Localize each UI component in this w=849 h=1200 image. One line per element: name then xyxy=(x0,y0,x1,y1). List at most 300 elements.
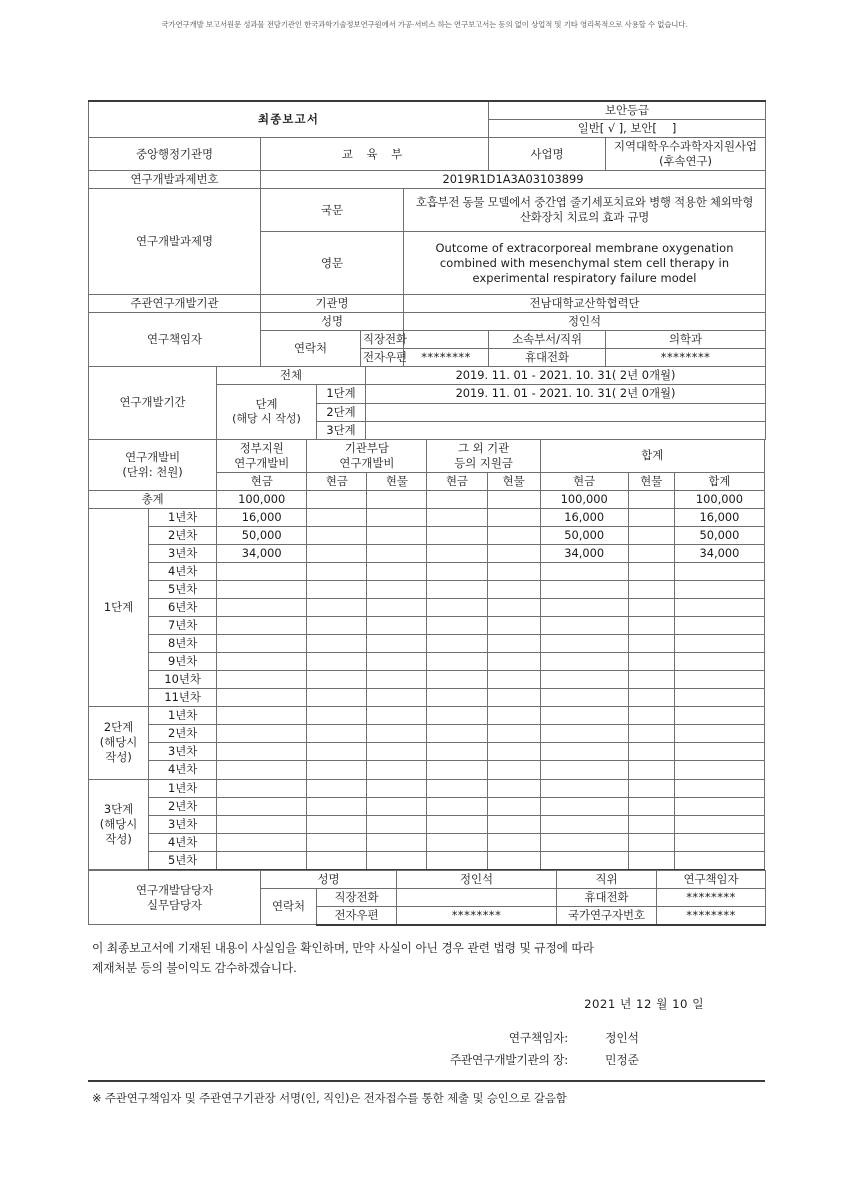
budget-col-gov-line2: 연구개발비 xyxy=(234,455,290,470)
budget-cell-sum-total xyxy=(674,689,764,707)
budget-cell-gov-cash xyxy=(217,833,307,851)
budget-sub-org-cash: 현금 xyxy=(307,472,367,490)
budget-sub-org-inkind: 현물 xyxy=(367,472,427,490)
period-stage-3-label: 3단계 xyxy=(317,421,366,439)
budget-cell-sum-inkind xyxy=(628,562,674,580)
budget-cell-sum-cash xyxy=(540,653,628,671)
budget-sub-other-cash: 현금 xyxy=(427,472,487,490)
period-stage-1-value: 2019. 11. 01 - 2021. 10. 31( 2년 0개월) xyxy=(366,385,766,403)
footer-divider xyxy=(88,1080,765,1082)
budget-cell-org-cash xyxy=(307,671,367,689)
budget-cell-other-cash xyxy=(427,851,487,870)
budget-cell-sum-cash xyxy=(540,617,628,635)
staff-researcher-no-label: 국가연구자번호 xyxy=(557,906,657,925)
budget-cell-other-inkind xyxy=(487,580,540,598)
title-row xyxy=(89,101,766,120)
budget-total-label: 총계 xyxy=(89,490,217,508)
pi-email-value: ******** xyxy=(404,349,489,367)
staff-name-value: 정인석 xyxy=(397,870,557,888)
budget-year-label: 4년차 xyxy=(149,562,217,580)
budget-cell-other-cash xyxy=(427,707,487,725)
budget-cell-sum-cash xyxy=(540,779,628,797)
budget-cell-org-cash xyxy=(307,635,367,653)
budget-col-other-line2: 등의 지원금 xyxy=(454,455,513,470)
budget-cell-other-inkind xyxy=(487,508,540,526)
budget-cell-org-cash xyxy=(307,562,367,580)
budget-cell-org-cash xyxy=(307,797,367,815)
budget-total-row xyxy=(89,490,765,508)
budget-cell-org-inkind xyxy=(367,562,427,580)
budget-cell-org-cash xyxy=(307,833,367,851)
budget-cell-org-inkind xyxy=(367,743,427,761)
budget-year-label: 3년차 xyxy=(149,815,217,833)
budget-cell-sum-cash xyxy=(540,833,628,851)
period-total-row xyxy=(89,367,766,385)
pi-department-label: 소속부서/직위 xyxy=(489,331,606,349)
budget-cell-sum-inkind xyxy=(628,851,674,870)
budget-cell-org-inkind xyxy=(367,815,427,833)
budget-row xyxy=(89,580,765,598)
budget-cell-sum-total xyxy=(674,580,764,598)
budget-cell-sum-inkind xyxy=(628,671,674,689)
org-head-signature-value: 민정준 xyxy=(605,1052,639,1067)
budget-cell-other-inkind xyxy=(487,617,540,635)
period-label: 연구개발기간 xyxy=(89,367,217,439)
budget-title-label: 연구개발비 xyxy=(125,449,181,464)
staff-label-line1: 연구개발담당자 xyxy=(135,882,214,897)
project-number-value: 2019R1D1A3A03103899 xyxy=(261,171,766,189)
budget-row xyxy=(89,653,765,671)
budget-cell-sum-inkind xyxy=(628,653,674,671)
staff-office-phone-label: 직장전화 xyxy=(317,888,397,906)
budget-cell-sum-total: 50,000 xyxy=(674,526,764,544)
budget-cell-other-cash xyxy=(427,671,487,689)
research-period-table xyxy=(88,366,766,439)
budget-total-sum-cash: 100,000 xyxy=(540,490,628,508)
budget-col-org-line1: 기관부담 xyxy=(344,440,389,455)
budget-sub-total-cash: 현금 xyxy=(540,472,628,490)
budget-cell-sum-total: 16,000 xyxy=(674,508,764,526)
budget-cell-other-cash xyxy=(427,797,487,815)
budget-total-org-cash xyxy=(307,490,367,508)
program-name-value: 지역대학우수과학자지원사업(후속연구) xyxy=(606,138,766,171)
budget-cell-org-inkind xyxy=(367,617,427,635)
project-number-row xyxy=(89,171,766,189)
staff-table xyxy=(88,870,766,926)
budget-cell-gov-cash xyxy=(217,743,307,761)
budget-cell-org-cash xyxy=(307,508,367,526)
budget-cell-org-inkind xyxy=(367,797,427,815)
host-org-name-label: 기관명 xyxy=(261,295,404,313)
budget-cell-sum-total xyxy=(674,797,764,815)
budget-cell-org-cash xyxy=(307,617,367,635)
budget-cell-org-inkind xyxy=(367,725,427,743)
security-grade-label: 보안등급 xyxy=(489,101,766,120)
budget-year-label: 5년차 xyxy=(149,851,217,870)
budget-cell-sum-cash xyxy=(540,815,628,833)
budget-year-label: 1년차 xyxy=(149,707,217,725)
budget-cell-other-inkind xyxy=(487,815,540,833)
budget-col-other xyxy=(427,439,540,472)
statement-line-2: 제재처분 등의 불이익도 감수하겠습니다. xyxy=(92,961,297,976)
budget-cell-other-cash xyxy=(427,761,487,779)
budget-body xyxy=(89,490,765,869)
budget-cell-sum-inkind xyxy=(628,635,674,653)
budget-cell-sum-inkind xyxy=(628,580,674,598)
budget-cell-sum-total: 34,000 xyxy=(674,544,764,562)
budget-row xyxy=(89,761,765,779)
budget-cell-gov-cash xyxy=(217,617,307,635)
budget-cell-sum-inkind xyxy=(628,833,674,851)
signature-block xyxy=(92,1028,764,1071)
budget-cell-org-inkind xyxy=(367,526,427,544)
budget-cell-org-inkind xyxy=(367,761,427,779)
budget-cell-org-cash xyxy=(307,779,367,797)
budget-cell-sum-inkind xyxy=(628,544,674,562)
budget-year-label: 1년차 xyxy=(149,508,217,526)
confirmation-statement xyxy=(92,938,764,978)
pi-email-label: 전자우편 xyxy=(361,349,404,367)
budget-row xyxy=(89,833,765,851)
budget-col-org xyxy=(307,439,427,472)
budget-cell-sum-total xyxy=(674,635,764,653)
budget-total-org-inkind xyxy=(367,490,427,508)
period-stage-label-sub: (해당 시 작성) xyxy=(232,412,301,426)
budget-cell-gov-cash xyxy=(217,635,307,653)
budget-year-label: 4년차 xyxy=(149,761,217,779)
budget-cell-org-cash xyxy=(307,725,367,743)
budget-cell-other-inkind xyxy=(487,833,540,851)
budget-cell-gov-cash xyxy=(217,671,307,689)
budget-cell-sum-cash xyxy=(540,725,628,743)
staff-label xyxy=(89,870,261,925)
budget-cell-sum-inkind xyxy=(628,779,674,797)
budget-cell-other-inkind xyxy=(487,526,540,544)
copyright-notice: 국가연구개발 보고서원문 성과물 전담기관인 한국과학기술정보연구원에서 가공·서비스 하는 연구보고서는 동의 없이 상업적 및 기타 영리목적으로 사용할 수 없습니다. xyxy=(161,20,688,29)
budget-row xyxy=(89,508,765,526)
submission-date: 2021 년 12 월 10 일 xyxy=(584,997,704,1011)
budget-cell-sum-total xyxy=(674,617,764,635)
budget-title-cell xyxy=(89,439,217,490)
budget-cell-other-inkind xyxy=(487,599,540,617)
budget-cell-org-inkind xyxy=(367,671,427,689)
security-grade-value: 일반[ √ ], 보안[ ] xyxy=(489,120,766,138)
host-org-name-value: 전남대학교산학협력단 xyxy=(404,295,766,313)
budget-cell-other-inkind xyxy=(487,689,540,707)
staff-researcher-no-value: ******** xyxy=(657,906,766,925)
budget-cell-gov-cash xyxy=(217,779,307,797)
budget-cell-other-inkind xyxy=(487,797,540,815)
budget-cell-sum-total xyxy=(674,653,764,671)
budget-cell-sum-inkind xyxy=(628,815,674,833)
program-name-label: 사업명 xyxy=(489,138,606,171)
budget-cell-sum-total xyxy=(674,562,764,580)
budget-cell-sum-inkind xyxy=(628,526,674,544)
budget-cell-sum-total xyxy=(674,761,764,779)
budget-cell-sum-cash xyxy=(540,599,628,617)
budget-row xyxy=(89,725,765,743)
pi-mobile-value: ******** xyxy=(606,349,766,367)
budget-cell-other-inkind xyxy=(487,635,540,653)
pi-label: 연구책임자 xyxy=(89,313,261,367)
budget-cell-sum-cash xyxy=(540,797,628,815)
pi-signature-value: 정인석 xyxy=(605,1031,639,1045)
budget-cell-other-inkind xyxy=(487,743,540,761)
period-stage-1-label: 1단계 xyxy=(317,385,366,403)
budget-cell-org-cash xyxy=(307,707,367,725)
budget-cell-org-inkind xyxy=(367,707,427,725)
budget-cell-gov-cash: 34,000 xyxy=(217,544,307,562)
budget-total-gov-cash: 100,000 xyxy=(217,490,307,508)
budget-cell-org-cash xyxy=(307,526,367,544)
pi-name-label: 성명 xyxy=(261,313,404,331)
budget-cell-sum-total xyxy=(674,725,764,743)
budget-cell-other-cash xyxy=(427,635,487,653)
budget-sub-total-sum: 합계 xyxy=(674,472,764,490)
budget-cell-other-cash xyxy=(427,508,487,526)
pi-signature-label: 연구책임자: xyxy=(508,1031,568,1045)
report-form-tables xyxy=(88,100,765,926)
budget-cell-sum-inkind xyxy=(628,508,674,526)
staff-email-label: 전자우편 xyxy=(317,906,397,925)
budget-cell-gov-cash xyxy=(217,851,307,870)
budget-year-label: 3년차 xyxy=(149,743,217,761)
budget-sub-gov-cash: 현금 xyxy=(217,472,307,490)
budget-cell-other-cash xyxy=(427,617,487,635)
budget-cell-other-cash xyxy=(427,544,487,562)
budget-cell-sum-inkind xyxy=(628,743,674,761)
budget-row xyxy=(89,851,765,870)
pi-office-phone-label: 직장전화 xyxy=(361,331,404,349)
central-agency-row xyxy=(89,138,766,171)
project-title-ko-value: 호흡부전 동물 모델에서 중간엽 줄기세포치료와 병행 적용한 체외막형 산화장치 치료의 효과 규명 xyxy=(404,189,766,232)
pi-office-phone-value xyxy=(404,331,489,349)
budget-col-org-line2: 연구개발비 xyxy=(339,455,395,470)
host-org-label: 주관연구개발기관 xyxy=(89,295,261,313)
budget-year-label: 9년차 xyxy=(149,653,217,671)
budget-sub-other-inkind: 현물 xyxy=(487,472,540,490)
budget-row xyxy=(89,779,765,797)
budget-cell-gov-cash xyxy=(217,797,307,815)
budget-cell-org-inkind xyxy=(367,508,427,526)
budget-cell-org-cash xyxy=(307,580,367,598)
budget-cell-sum-total xyxy=(674,833,764,851)
budget-cell-org-inkind xyxy=(367,635,427,653)
project-title-label: 연구개발과제명 xyxy=(89,189,261,295)
budget-year-label: 2년차 xyxy=(149,797,217,815)
budget-stage-label-1: 1단계 xyxy=(89,508,149,707)
budget-cell-other-inkind xyxy=(487,562,540,580)
budget-cell-sum-cash xyxy=(540,580,628,598)
budget-table xyxy=(88,439,765,871)
budget-cell-sum-cash: 16,000 xyxy=(540,508,628,526)
budget-cell-sum-inkind xyxy=(628,617,674,635)
period-total-value: 2019. 11. 01 - 2021. 10. 31( 2년 0개월) xyxy=(366,367,766,385)
budget-stage-label-2: 2단계 (해당시 작성) xyxy=(89,707,149,779)
staff-name-row xyxy=(89,870,766,888)
budget-cell-other-cash xyxy=(427,562,487,580)
budget-year-label: 5년차 xyxy=(149,580,217,598)
budget-cell-org-inkind xyxy=(367,779,427,797)
budget-cell-gov-cash xyxy=(217,653,307,671)
budget-year-label: 7년차 xyxy=(149,617,217,635)
budget-cell-other-inkind xyxy=(487,671,540,689)
budget-cell-sum-cash xyxy=(540,851,628,870)
budget-cell-other-cash xyxy=(427,580,487,598)
budget-cell-org-cash xyxy=(307,851,367,870)
budget-year-label: 11년차 xyxy=(149,689,217,707)
budget-cell-sum-cash xyxy=(540,635,628,653)
budget-col-other-line1: 그 외 기관 xyxy=(457,440,510,455)
budget-cell-org-cash xyxy=(307,761,367,779)
budget-row xyxy=(89,526,765,544)
budget-stage-label-3: 3단계 (해당시 작성) xyxy=(89,779,149,870)
budget-cell-org-inkind xyxy=(367,833,427,851)
period-stage-label xyxy=(217,385,317,439)
budget-cell-other-inkind xyxy=(487,544,540,562)
budget-cell-gov-cash xyxy=(217,761,307,779)
budget-cell-sum-cash xyxy=(540,671,628,689)
budget-col-gov xyxy=(217,439,307,472)
budget-year-label: 4년차 xyxy=(149,833,217,851)
budget-year-label: 2년차 xyxy=(149,526,217,544)
budget-cell-sum-cash: 50,000 xyxy=(540,526,628,544)
budget-cell-sum-total xyxy=(674,599,764,617)
footer-note: ※ 주관연구책임자 및 주관연구기관장 서명(인, 직인)은 전자접수를 통한 제출 및 승인으로 갈음함 xyxy=(92,1091,567,1105)
budget-cell-other-cash xyxy=(427,689,487,707)
central-agency-label: 중앙행정기관명 xyxy=(89,138,261,171)
budget-year-label: 6년차 xyxy=(149,599,217,617)
budget-sub-total-inkind: 현물 xyxy=(628,472,674,490)
pi-name-value: 정인석 xyxy=(404,313,766,331)
budget-cell-sum-inkind xyxy=(628,725,674,743)
staff-mobile-value: ******** xyxy=(657,888,766,906)
pi-mobile-label: 휴대전화 xyxy=(489,349,606,367)
budget-row xyxy=(89,815,765,833)
budget-cell-sum-inkind xyxy=(628,689,674,707)
budget-cell-other-inkind xyxy=(487,653,540,671)
budget-year-label: 10년차 xyxy=(149,671,217,689)
document-title: 최종보고서 xyxy=(89,101,489,138)
budget-col-gov-line1: 정부지원 xyxy=(239,440,284,455)
budget-row xyxy=(89,544,765,562)
staff-position-value: 연구책임자 xyxy=(657,870,766,888)
budget-cell-org-cash xyxy=(307,689,367,707)
staff-office-phone-value xyxy=(397,888,557,906)
budget-cell-sum-cash xyxy=(540,562,628,580)
budget-cell-sum-cash: 34,000 xyxy=(540,544,628,562)
pi-signature-row xyxy=(92,1028,764,1050)
budget-row xyxy=(89,707,765,725)
budget-cell-other-inkind xyxy=(487,851,540,870)
budget-cell-sum-cash xyxy=(540,707,628,725)
budget-cell-sum-total xyxy=(674,743,764,761)
budget-cell-org-inkind xyxy=(367,851,427,870)
budget-cell-other-cash xyxy=(427,815,487,833)
budget-unit-label: (단위: 천원) xyxy=(122,464,183,479)
budget-cell-org-inkind xyxy=(367,599,427,617)
budget-total-sum-inkind xyxy=(628,490,674,508)
project-title-en-value: Outcome of extracorporeal membrane oxygenation combined with mesenchymal stem cell therapy in experimental respiratory failure model xyxy=(404,232,766,295)
staff-label-line2: 실무담당자 xyxy=(146,897,203,912)
budget-year-label: 2년차 xyxy=(149,725,217,743)
budget-col-total: 합계 xyxy=(540,439,764,472)
budget-cell-org-cash xyxy=(307,743,367,761)
budget-cell-other-cash xyxy=(427,833,487,851)
budget-cell-sum-cash xyxy=(540,761,628,779)
budget-cell-gov-cash: 50,000 xyxy=(217,526,307,544)
project-title-ko-label: 국문 xyxy=(261,189,404,232)
report-header-table xyxy=(88,100,766,367)
budget-cell-sum-inkind xyxy=(628,707,674,725)
budget-cell-gov-cash xyxy=(217,689,307,707)
budget-year-label: 1년차 xyxy=(149,779,217,797)
org-head-signature-label: 주관연구개발기관의 장: xyxy=(449,1052,568,1067)
staff-contact-label: 연락처 xyxy=(261,888,317,925)
budget-cell-other-cash xyxy=(427,526,487,544)
period-stage-2-value xyxy=(366,403,766,421)
budget-row xyxy=(89,599,765,617)
project-title-ko-row xyxy=(89,189,766,232)
budget-row xyxy=(89,562,765,580)
budget-cell-other-inkind xyxy=(487,725,540,743)
budget-total-other-inkind xyxy=(487,490,540,508)
budget-row xyxy=(89,797,765,815)
budget-total-sum-total: 100,000 xyxy=(674,490,764,508)
budget-cell-gov-cash xyxy=(217,562,307,580)
budget-cell-org-cash xyxy=(307,599,367,617)
budget-row xyxy=(89,671,765,689)
budget-row xyxy=(89,617,765,635)
budget-cell-sum-total xyxy=(674,815,764,833)
staff-position-label: 직위 xyxy=(557,870,657,888)
statement-line-1: 이 최종보고서에 기재된 내용이 사실임을 확인하며, 만약 사실이 아닌 경우 관련 법령 및 규정에 따라 xyxy=(92,941,594,955)
central-agency-value: 교 육 부 xyxy=(261,138,489,171)
budget-cell-sum-cash xyxy=(540,689,628,707)
budget-cell-gov-cash xyxy=(217,707,307,725)
budget-year-label: 8년차 xyxy=(149,635,217,653)
budget-cell-org-inkind xyxy=(367,653,427,671)
budget-cell-sum-inkind xyxy=(628,599,674,617)
budget-cell-other-cash xyxy=(427,743,487,761)
pi-department-value: 의학과 xyxy=(606,331,766,349)
host-org-row xyxy=(89,295,766,313)
period-stage-label-main: 단계 xyxy=(255,397,278,412)
staff-mobile-label: 휴대전화 xyxy=(557,888,657,906)
budget-cell-gov-cash xyxy=(217,599,307,617)
budget-cell-other-inkind xyxy=(487,761,540,779)
project-title-en-label: 영문 xyxy=(261,232,404,295)
budget-cell-other-cash xyxy=(427,653,487,671)
project-number-label: 연구개발과제번호 xyxy=(89,171,261,189)
period-stage-3-value xyxy=(366,421,766,439)
budget-cell-other-inkind xyxy=(487,707,540,725)
budget-cell-sum-total xyxy=(674,707,764,725)
pi-contact-label: 연락처 xyxy=(261,331,361,367)
budget-cell-sum-inkind xyxy=(628,797,674,815)
budget-cell-sum-total xyxy=(674,671,764,689)
pi-name-row xyxy=(89,313,766,331)
budget-cell-other-cash xyxy=(427,599,487,617)
budget-cell-org-cash xyxy=(307,815,367,833)
budget-year-label: 3년차 xyxy=(149,544,217,562)
budget-cell-gov-cash xyxy=(217,725,307,743)
budget-cell-sum-total xyxy=(674,851,764,870)
budget-cell-org-inkind xyxy=(367,544,427,562)
budget-cell-gov-cash: 16,000 xyxy=(217,508,307,526)
budget-cell-sum-inkind xyxy=(628,761,674,779)
budget-header-row-1 xyxy=(89,439,765,472)
